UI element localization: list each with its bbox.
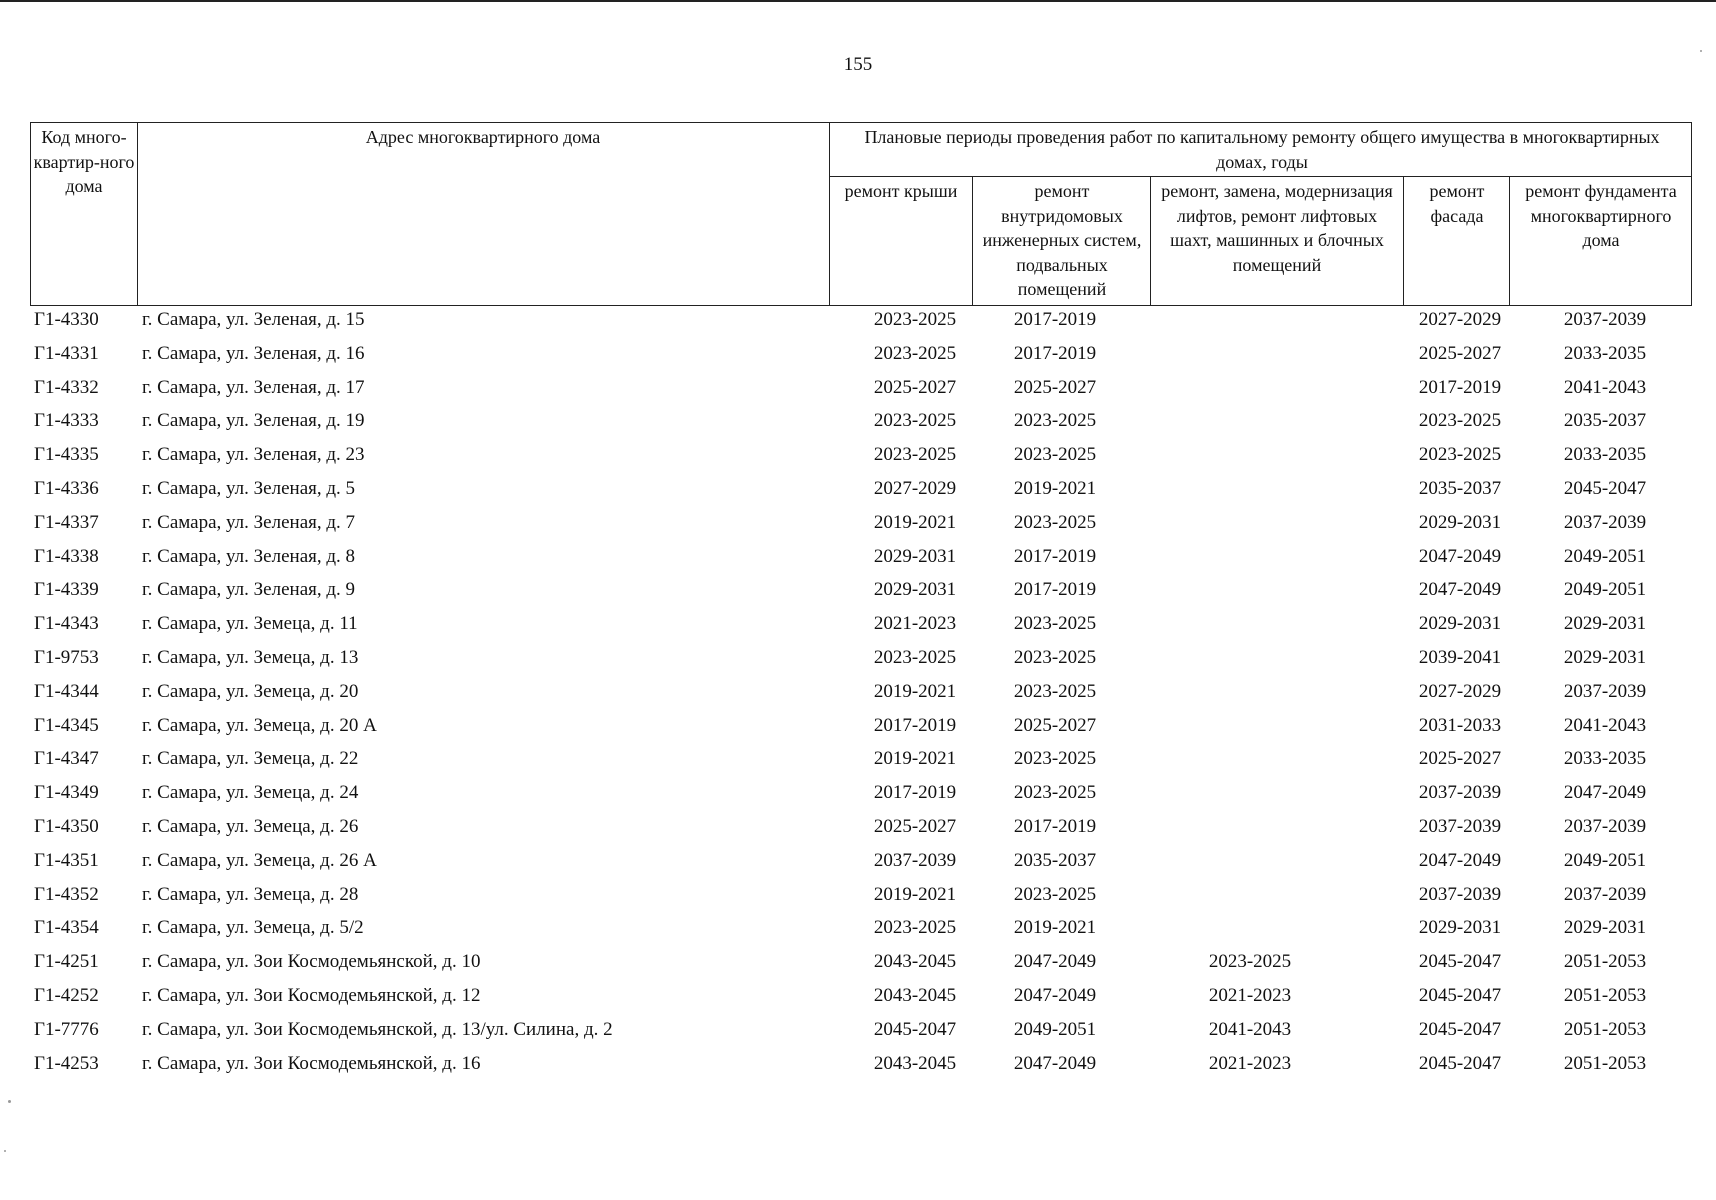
table-row — [30, 813, 1692, 841]
cell-lifts: 2041-2043 — [1208, 1018, 1292, 1040]
page-number: 155 — [843, 54, 873, 75]
cell-code: Г1-4347 — [34, 748, 99, 770]
cell-foundation: 2049-2051 — [1563, 579, 1647, 601]
table-row — [30, 509, 1692, 537]
table-row — [30, 374, 1692, 402]
cell-engineering: 2019-2021 — [1013, 917, 1097, 939]
cell-facade: 2045-2047 — [1418, 985, 1502, 1006]
header-roof: ремонт крыши — [844, 181, 958, 201]
cell-code: Г1-4330 — [34, 309, 99, 330]
top-border-line — [0, 0, 1716, 2]
cell-engineering: 2017-2019 — [1013, 342, 1097, 364]
cell-facade: 2029-2031 — [1418, 613, 1502, 635]
table-row — [30, 847, 1692, 875]
cell-code: Г1-4252 — [34, 985, 99, 1006]
cell-foundation: 2051-2053 — [1563, 1018, 1647, 1040]
cell-foundation: 2029-2031 — [1563, 647, 1647, 668]
cell-roof: 2045-2047 — [873, 1018, 957, 1040]
cell-foundation: 2049-2051 — [1563, 849, 1647, 871]
header-lifts: ремонт, замена, модернизация лифтов, ремонт лифтовых шахт, машинных и блочных помещений — [1161, 181, 1393, 275]
cell-engineering: 2017-2019 — [1013, 816, 1097, 837]
cell-code: Г1-4337 — [34, 511, 99, 533]
cell-engineering: 2017-2019 — [1013, 579, 1097, 601]
cell-foundation: 2037-2039 — [1563, 511, 1647, 533]
cell-code: Г1-4336 — [34, 478, 99, 499]
cell-foundation: 2037-2039 — [1563, 883, 1647, 905]
cell-facade: 2035-2037 — [1418, 478, 1502, 499]
scan-speck — [1700, 50, 1702, 52]
cell-facade: 2039-2041 — [1418, 647, 1502, 668]
cell-roof: 2019-2021 — [873, 883, 957, 905]
cell-address: г. Самара, ул. Зои Космодемьянской, д. 13/ул. Силина, д. 2 — [142, 1018, 613, 1040]
cell-foundation: 2051-2053 — [1563, 1052, 1647, 1074]
cell-address: г. Самара, ул. Земеца, д. 13 — [142, 647, 359, 668]
cell-foundation: 2035-2037 — [1563, 410, 1647, 432]
header-divider — [972, 176, 973, 305]
table-row — [30, 948, 1692, 976]
cell-facade: 2037-2039 — [1418, 816, 1502, 837]
cell-foundation: 2037-2039 — [1563, 816, 1647, 837]
table-row — [30, 914, 1692, 942]
cell-roof: 2023-2025 — [873, 917, 957, 939]
table-row — [30, 712, 1692, 740]
header-foundation: ремонт фундамента многоквартирного дома — [1525, 181, 1677, 250]
cell-foundation: 2029-2031 — [1563, 917, 1647, 939]
table-row — [30, 441, 1692, 469]
cell-facade: 2047-2049 — [1418, 849, 1502, 871]
cell-code: Г1-4331 — [34, 342, 99, 364]
table-row — [30, 779, 1692, 807]
cell-address: г. Самара, ул. Зеленая, д. 19 — [142, 410, 365, 432]
cell-engineering: 2025-2027 — [1013, 714, 1097, 736]
table-row — [30, 576, 1692, 604]
cell-address: г. Самара, ул. Земеца, д. 26 А — [142, 849, 377, 871]
cell-roof: 2029-2031 — [873, 545, 957, 567]
cell-facade: 2031-2033 — [1418, 714, 1502, 736]
header-divider — [829, 176, 1691, 177]
cell-address: г. Самара, ул. Земеца, д. 20 — [142, 680, 359, 702]
cell-address: г. Самара, ул. Зеленая, д. 16 — [142, 342, 365, 364]
header-divider — [137, 123, 138, 305]
cell-code: Г1-9753 — [34, 647, 99, 668]
cell-code: Г1-4339 — [34, 579, 99, 601]
cell-roof: 2021-2023 — [873, 613, 957, 635]
cell-address: г. Самара, ул. Зои Космодемьянской, д. 12 — [142, 985, 481, 1006]
table-row — [30, 745, 1692, 773]
cell-roof: 2043-2045 — [873, 951, 957, 973]
cell-engineering: 2023-2025 — [1013, 511, 1097, 533]
table-row — [30, 475, 1692, 503]
cell-address: г. Самара, ул. Земеца, д. 24 — [142, 782, 359, 804]
cell-roof: 2029-2031 — [873, 579, 957, 601]
table-row — [30, 644, 1692, 672]
cell-code: Г1-4332 — [34, 376, 99, 398]
table-row — [30, 1050, 1692, 1078]
cell-foundation: 2037-2039 — [1563, 680, 1647, 702]
cell-roof: 2037-2039 — [873, 849, 957, 871]
cell-code: Г1-4351 — [34, 849, 99, 871]
cell-engineering: 2023-2025 — [1013, 444, 1097, 466]
cell-engineering: 2025-2027 — [1013, 376, 1097, 398]
cell-facade: 2045-2047 — [1418, 951, 1502, 973]
table-row — [30, 1016, 1692, 1044]
cell-roof: 2019-2021 — [873, 511, 957, 533]
cell-address: г. Самара, ул. Земеца, д. 28 — [142, 883, 359, 905]
cell-facade: 2029-2031 — [1418, 917, 1502, 939]
cell-address: г. Самара, ул. Зеленая, д. 5 — [142, 478, 356, 499]
cell-roof: 2019-2021 — [873, 748, 957, 770]
cell-address: г. Самара, ул. Земеца, д. 22 — [142, 748, 359, 770]
cell-roof: 2023-2025 — [873, 342, 957, 364]
cell-address: г. Самара, ул. Земеца, д. 20 А — [142, 714, 377, 736]
cell-address: г. Самара, ул. Зеленая, д. 15 — [142, 309, 365, 330]
cell-address: г. Самара, ул. Земеца, д. 5/2 — [142, 917, 364, 939]
cell-address: г. Самара, ул. Зеленая, д. 23 — [142, 444, 365, 466]
cell-address: г. Самара, ул. Земеца, д. 11 — [142, 613, 358, 635]
table-row — [30, 982, 1692, 1010]
cell-foundation: 2047-2049 — [1563, 782, 1647, 804]
cell-foundation: 2033-2035 — [1563, 342, 1647, 364]
cell-roof: 2043-2045 — [873, 1052, 957, 1074]
cell-engineering: 2023-2025 — [1013, 680, 1097, 702]
cell-facade: 2025-2027 — [1418, 748, 1502, 770]
cell-facade: 2017-2019 — [1418, 376, 1502, 398]
table-row — [30, 340, 1692, 368]
header-code: Код много-квартир-ного дома — [33, 127, 135, 196]
cell-roof: 2043-2045 — [873, 985, 957, 1006]
cell-code: Г1-4335 — [34, 444, 99, 466]
cell-engineering: 2047-2049 — [1013, 951, 1097, 973]
cell-facade: 2045-2047 — [1418, 1052, 1502, 1074]
header-divider — [1403, 176, 1404, 305]
cell-foundation: 2033-2035 — [1563, 444, 1647, 466]
cell-facade: 2047-2049 — [1418, 545, 1502, 567]
cell-foundation: 2051-2053 — [1563, 951, 1647, 973]
cell-foundation: 2033-2035 — [1563, 748, 1647, 770]
table-row — [30, 610, 1692, 638]
cell-engineering: 2023-2025 — [1013, 410, 1097, 432]
cell-address: г. Самара, ул. Зеленая, д. 17 — [142, 376, 365, 398]
cell-engineering: 2017-2019 — [1013, 545, 1097, 567]
cell-code: Г1-4352 — [34, 883, 99, 905]
cell-code: Г1-4343 — [34, 613, 99, 635]
cell-roof: 2017-2019 — [873, 782, 957, 804]
table-row — [30, 407, 1692, 435]
cell-engineering: 2047-2049 — [1013, 985, 1097, 1006]
cell-engineering: 2023-2025 — [1013, 748, 1097, 770]
cell-code: Г1-4354 — [34, 917, 99, 939]
cell-code: Г1-4345 — [34, 714, 99, 736]
cell-facade: 2023-2025 — [1418, 444, 1502, 466]
cell-roof: 2025-2027 — [873, 376, 957, 398]
cell-facade: 2045-2047 — [1418, 1018, 1502, 1040]
cell-lifts: 2021-2023 — [1208, 985, 1292, 1006]
cell-foundation: 2029-2031 — [1563, 613, 1647, 635]
table-row — [30, 306, 1692, 334]
cell-facade: 2023-2025 — [1418, 410, 1502, 432]
cell-engineering: 2023-2025 — [1013, 647, 1097, 668]
cell-roof: 2027-2029 — [873, 478, 957, 499]
cell-address: г. Самара, ул. Земеца, д. 26 — [142, 816, 359, 837]
cell-foundation: 2045-2047 — [1563, 478, 1647, 499]
cell-foundation: 2041-2043 — [1563, 714, 1647, 736]
cell-code: Г1-4338 — [34, 545, 99, 567]
table-row — [30, 543, 1692, 571]
cell-address: г. Самара, ул. Зеленая, д. 8 — [142, 545, 356, 567]
cell-foundation: 2051-2053 — [1563, 985, 1647, 1006]
cell-address: г. Самара, ул. Зои Космодемьянской, д. 16 — [142, 1052, 481, 1074]
header-divider — [829, 123, 830, 305]
cell-facade: 2025-2027 — [1418, 342, 1502, 364]
cell-code: Г1-7776 — [34, 1018, 99, 1040]
table-row — [30, 678, 1692, 706]
cell-roof: 2023-2025 — [873, 444, 957, 466]
cell-engineering: 2035-2037 — [1013, 849, 1097, 871]
cell-facade: 2047-2049 — [1418, 579, 1502, 601]
cell-code: Г1-4344 — [34, 680, 99, 702]
cell-engineering: 2019-2021 — [1013, 478, 1097, 499]
cell-facade: 2037-2039 — [1418, 883, 1502, 905]
scan-speck — [4, 1150, 6, 1152]
table-row — [30, 881, 1692, 909]
cell-code: Г1-4350 — [34, 816, 99, 837]
cell-engineering: 2023-2025 — [1013, 782, 1097, 804]
cell-lifts: 2021-2023 — [1208, 1052, 1292, 1074]
cell-lifts: 2023-2025 — [1208, 951, 1292, 973]
header-engineering: ремонт внутридомовых инженерных систем, подвальных помещений — [982, 181, 1142, 299]
cell-facade: 2029-2031 — [1418, 511, 1502, 533]
cell-facade: 2027-2029 — [1418, 680, 1502, 702]
cell-facade: 2027-2029 — [1418, 309, 1502, 330]
cell-roof: 2025-2027 — [873, 816, 957, 837]
cell-engineering: 2023-2025 — [1013, 883, 1097, 905]
cell-code: Г1-4253 — [34, 1052, 99, 1074]
cell-roof: 2023-2025 — [873, 309, 957, 330]
cell-engineering: 2049-2051 — [1013, 1018, 1097, 1040]
header-periods-group: Плановые периоды проведения работ по капитальному ремонту общего имущества в многоквартирных домах, годы — [864, 127, 1660, 172]
cell-roof: 2017-2019 — [873, 714, 957, 736]
cell-engineering: 2017-2019 — [1013, 309, 1097, 330]
cell-roof: 2023-2025 — [873, 647, 957, 668]
cell-roof: 2019-2021 — [873, 680, 957, 702]
scan-speck — [8, 1100, 11, 1103]
header-facade: ремонт фасада — [1429, 181, 1485, 226]
table-header — [30, 122, 1692, 306]
cell-code: Г1-4333 — [34, 410, 99, 432]
cell-address: г. Самара, ул. Зеленая, д. 9 — [142, 579, 356, 601]
cell-facade: 2037-2039 — [1418, 782, 1502, 804]
cell-engineering: 2047-2049 — [1013, 1052, 1097, 1074]
cell-foundation: 2049-2051 — [1563, 545, 1647, 567]
cell-foundation: 2041-2043 — [1563, 376, 1647, 398]
cell-foundation: 2037-2039 — [1563, 309, 1647, 330]
cell-roof: 2023-2025 — [873, 410, 957, 432]
header-address: Адрес многоквартирного дома — [365, 127, 601, 147]
cell-engineering: 2023-2025 — [1013, 613, 1097, 635]
cell-code: Г1-4349 — [34, 782, 99, 804]
header-divider — [1509, 176, 1510, 305]
cell-code: Г1-4251 — [34, 951, 99, 973]
header-divider — [1150, 176, 1151, 305]
cell-address: г. Самара, ул. Зои Космодемьянской, д. 10 — [142, 951, 481, 973]
cell-address: г. Самара, ул. Зеленая, д. 7 — [142, 511, 356, 533]
